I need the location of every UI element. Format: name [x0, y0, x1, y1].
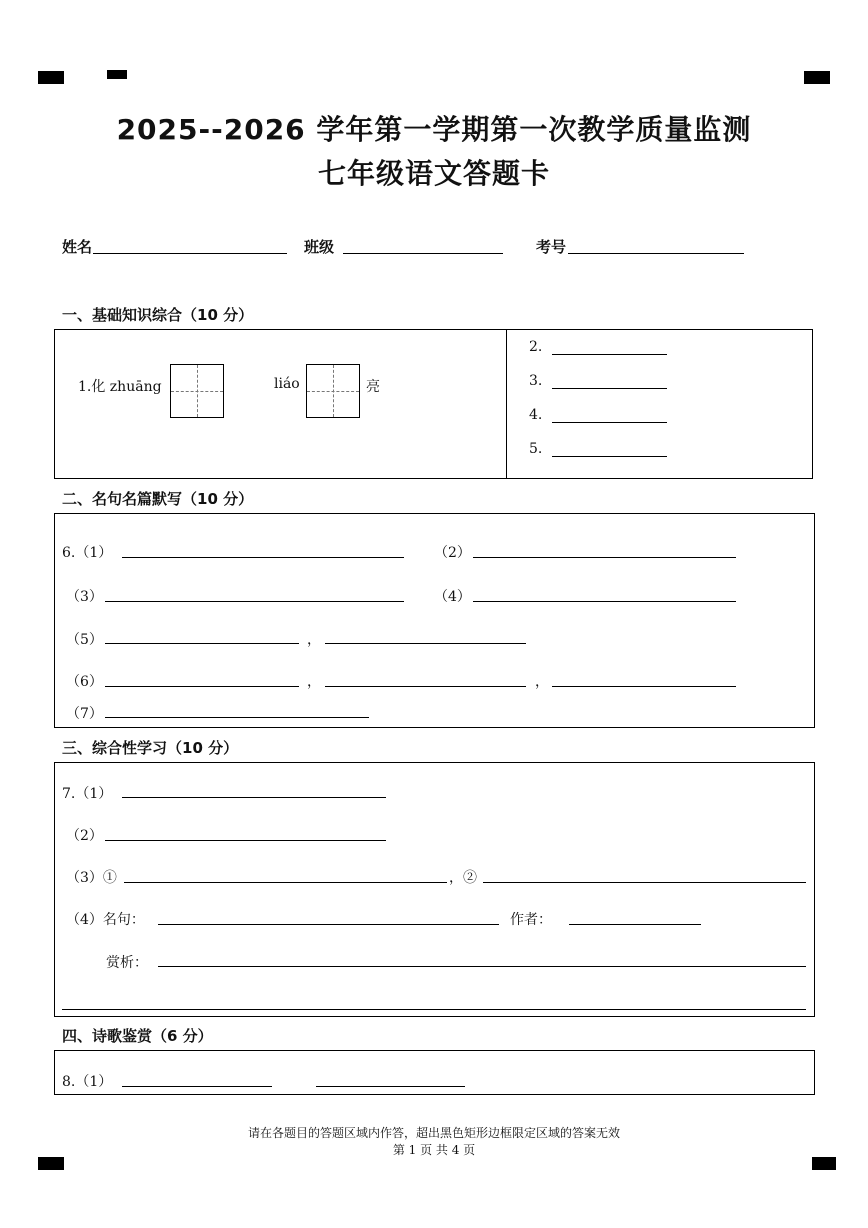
q6-2-answer-line[interactable] [473, 557, 736, 558]
q6-6-label: （6） [66, 674, 103, 690]
q6-6-answer-line-b[interactable] [325, 686, 526, 687]
q6-6-comma-2: ， [535, 674, 549, 690]
name-field[interactable] [93, 253, 287, 254]
q6-3-answer-line[interactable] [105, 601, 404, 602]
q7-2-answer-line[interactable] [105, 840, 386, 841]
section-2-heading: 二、名句名篇默写（10 分） [62, 490, 254, 508]
q6-4-label: （4） [434, 589, 471, 605]
q6-6-comma-1: ， [307, 674, 321, 690]
section-3-box [54, 762, 815, 1017]
q1-writing-grid-1[interactable] [170, 364, 224, 418]
q6-3-label: （3） [66, 589, 103, 605]
name-label: 姓名 [62, 238, 93, 256]
class-field[interactable] [343, 253, 503, 254]
class-label: 班级 [304, 238, 335, 256]
q6-6-answer-line-a[interactable] [105, 686, 299, 687]
q7-3-answer-line-2[interactable] [483, 882, 806, 883]
q7-3-label: （3）① [66, 870, 117, 886]
q7-1-label: 7.（1） [62, 786, 113, 802]
q2-answer-line[interactable] [552, 354, 667, 355]
registration-mark-bottom-right [812, 1157, 836, 1170]
q4-answer-line[interactable] [552, 422, 667, 423]
section-3-heading: 三、综合性学习（10 分） [62, 739, 239, 757]
q6-2-label: （2） [434, 545, 471, 561]
q7-4-author-label: 作者： [510, 912, 552, 928]
q7-3-answer-line-1[interactable] [124, 882, 447, 883]
q8-1-label: 8.（1） [62, 1074, 113, 1090]
section-1-box [54, 329, 813, 479]
q7-4-quote-line[interactable] [158, 924, 499, 925]
registration-mark-top-left [38, 71, 64, 84]
q6-5-answer-line-b[interactable] [325, 643, 526, 644]
q4-label: 4. [529, 407, 543, 423]
q7-1-answer-line[interactable] [122, 797, 386, 798]
q6-1-label: 6.（1） [62, 545, 113, 561]
registration-mark-bottom-left [38, 1157, 64, 1170]
q8-1-answer-line-a[interactable] [122, 1086, 272, 1087]
q7-2-label: （2） [66, 828, 103, 844]
q6-7-answer-line[interactable] [105, 717, 369, 718]
q6-4-answer-line[interactable] [473, 601, 736, 602]
q5-answer-line[interactable] [552, 456, 667, 457]
section-1-heading: 一、基础知识综合（10 分） [62, 306, 254, 324]
exam-no-field[interactable] [568, 253, 744, 254]
q1-prefix: 1.化 zhuāng [78, 379, 162, 395]
page-subtitle: 七年级语文答题卡 [317, 157, 550, 190]
page-title: 2025--2026 学年第一学期第一次教学质量监测 [116, 113, 752, 146]
section-1-divider [506, 329, 507, 479]
section-4-heading: 四、诗歌鉴赏（6 分） [62, 1027, 213, 1045]
registration-mark-top-left-small [107, 70, 127, 79]
exam-no-label: 考号 [536, 238, 567, 256]
q6-6-answer-line-c[interactable] [552, 686, 736, 687]
q6-5-answer-line-a[interactable] [105, 643, 299, 644]
q7-4-appreciation-line-1[interactable] [158, 966, 806, 967]
q8-1-answer-line-b[interactable] [316, 1086, 465, 1087]
q7-4-appreciation-label: 赏析： [106, 955, 148, 971]
q6-1-answer-line[interactable] [122, 557, 404, 558]
q6-5-label: （5） [66, 632, 103, 648]
q5-label: 5. [529, 441, 543, 457]
footer-notice: 请在各题目的答题区域内作答，超出黑色矩形边框限定区域的答案无效 [247, 1126, 620, 1140]
q6-7-label: （7） [66, 706, 103, 722]
q3-answer-line[interactable] [552, 388, 667, 389]
q7-4-label: （4）名句： [66, 912, 145, 928]
registration-mark-top-right [804, 71, 830, 84]
q1-mid: liáo [274, 376, 300, 392]
q7-4-author-line[interactable] [569, 924, 701, 925]
q7-3-label-2: ，② [449, 870, 477, 886]
q2-label: 2. [529, 339, 543, 355]
q1-writing-grid-2[interactable] [306, 364, 360, 418]
q1-suffix: 亮 [366, 379, 380, 395]
section-4-box [54, 1050, 815, 1095]
q6-5-comma: ， [307, 632, 321, 648]
q3-label: 3. [529, 373, 543, 389]
q7-4-appreciation-line-2[interactable] [62, 1009, 806, 1010]
page-number: 第 1 页 共 4 页 [392, 1143, 476, 1157]
